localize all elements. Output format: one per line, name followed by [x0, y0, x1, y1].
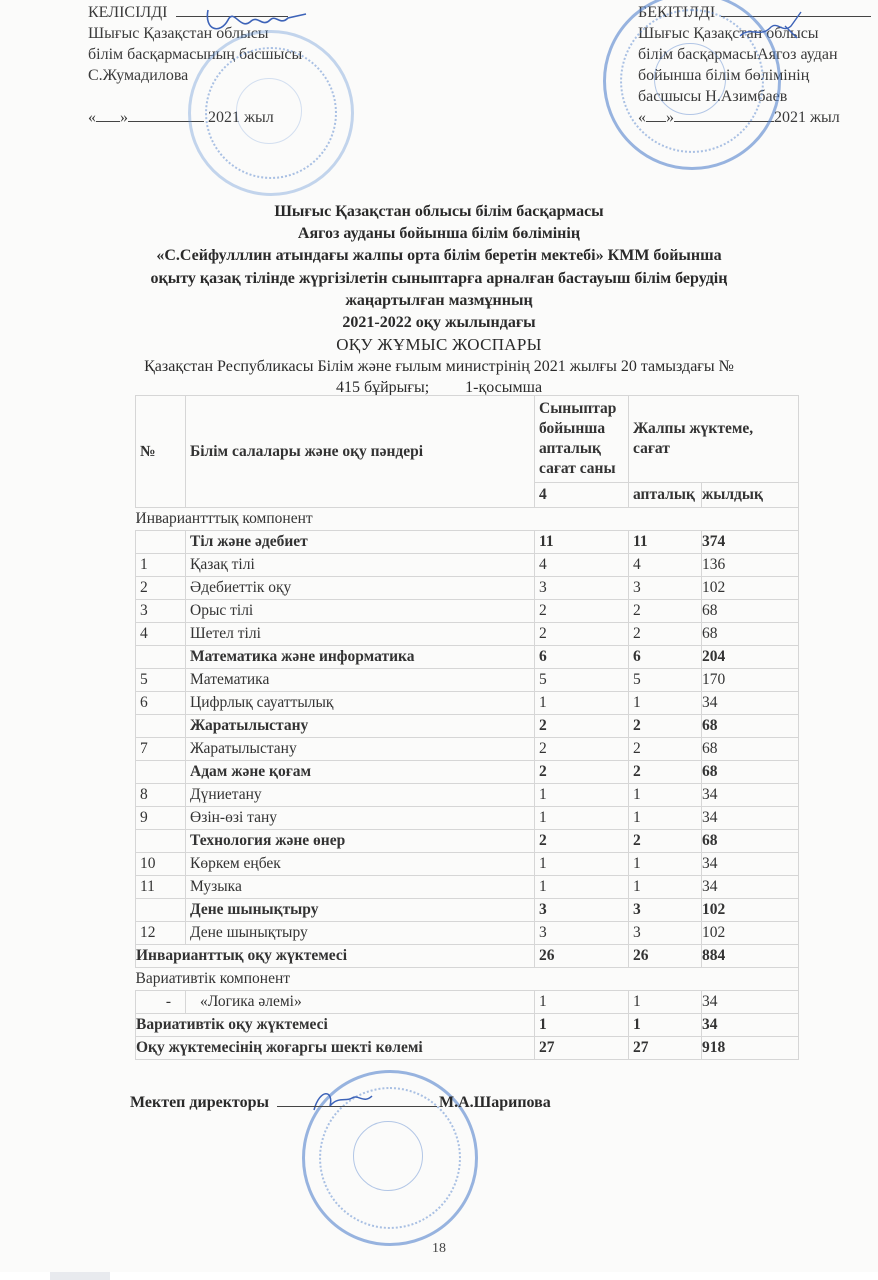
header-grade: 4 — [535, 483, 629, 508]
row-subject: Адам және қоғам — [186, 761, 535, 784]
table-row — [136, 784, 799, 807]
approval-left-date: « » 2021 жыл — [88, 109, 274, 126]
table-row-max-total — [136, 1037, 799, 1060]
table-header-row — [136, 396, 799, 483]
row-weekly-load: 2 — [629, 623, 702, 646]
title-line-1: Шығыс Қазақстан облысы білім басқармасы — [274, 203, 604, 220]
row-weekly-load: 2 — [629, 715, 702, 738]
title-line-2: Аягоз ауданы бойынша білім бөлімінің — [297, 225, 581, 243]
row-grade4-hours: 2 — [535, 738, 629, 761]
page-number: 18 — [432, 1241, 446, 1256]
header-subject: Білім салалары және оқу пәндері — [186, 396, 535, 508]
row-weekly-load: 1 — [629, 853, 702, 876]
row-grade4-hours: 11 — [535, 531, 629, 554]
row-num: 1 — [136, 554, 186, 577]
row-yearly-load: 170 — [702, 669, 799, 692]
row-yearly-load: 34 — [702, 692, 799, 715]
row-num: 11 — [136, 876, 186, 899]
approval-left-label: КЕЛІСІЛДІ — [88, 4, 168, 21]
row-subject: Дене шынықтыру — [186, 899, 535, 922]
title-line-4: оқыту қазақ тілінде жүргізілетін сыныптарға арналған бастауыш білім берудің — [150, 269, 728, 287]
row-num: 2 — [136, 577, 186, 600]
table-row-category — [136, 531, 799, 554]
table-row-variative-total — [136, 1014, 799, 1037]
row-num: - — [136, 991, 186, 1014]
signature-line — [176, 2, 288, 17]
approval-left-line-3: С.Жумадилова — [88, 67, 189, 84]
row-grade4-hours: 2 — [535, 600, 629, 623]
row-yearly-load: 884 — [702, 945, 799, 968]
row-num — [136, 646, 186, 669]
row-yearly-load: 136 — [702, 554, 799, 577]
row-weekly-load: 1 — [629, 692, 702, 715]
table-row — [136, 554, 799, 577]
row-weekly-load: 1 — [629, 784, 702, 807]
row-grade4-hours: 3 — [535, 577, 629, 600]
row-num: 5 — [136, 669, 186, 692]
row-num: 9 — [136, 807, 186, 830]
signature-line — [721, 2, 871, 17]
row-yearly-load: 34 — [702, 876, 799, 899]
row-weekly-load: 2 — [629, 600, 702, 623]
row-yearly-load: 204 — [702, 646, 799, 669]
row-weekly-load: 3 — [629, 577, 702, 600]
table-row — [136, 922, 799, 945]
row-grade4-hours: 2 — [535, 715, 629, 738]
row-grade4-hours: 4 — [535, 554, 629, 577]
row-grade4-hours: 27 — [535, 1037, 629, 1060]
row-weekly-load: 1 — [629, 876, 702, 899]
title-subtitle-line-1: Қазақстан Республикасы Білім және ғылым министрінің 2021 жылғы 20 тамыздағы № — [144, 358, 734, 376]
row-subject: Көркем еңбек — [186, 853, 535, 876]
row-yearly-load: 102 — [702, 922, 799, 945]
row-yearly-load: 34 — [702, 1014, 799, 1037]
title-line-5: жаңартылған мазмұнның — [345, 291, 533, 309]
approval-left-block — [88, 2, 302, 128]
row-subject: «Логика әлемі» — [186, 991, 535, 1014]
row-weekly-load: 27 — [629, 1037, 702, 1060]
row-subject: Орыс тілі — [186, 600, 535, 623]
row-num: 3 — [136, 600, 186, 623]
table-row-category — [136, 715, 799, 738]
table-row — [136, 876, 799, 899]
table-row-category — [136, 830, 799, 853]
row-subject: Жаратылыстану — [186, 738, 535, 761]
row-weekly-load: 1 — [629, 1014, 702, 1037]
row-yearly-load: 102 — [702, 899, 799, 922]
row-yearly-load: 374 — [702, 531, 799, 554]
row-grade4-hours: 2 — [535, 761, 629, 784]
table-row — [136, 577, 799, 600]
row-num — [136, 899, 186, 922]
row-grade4-hours: 1 — [535, 876, 629, 899]
row-weekly-load: 6 — [629, 646, 702, 669]
approval-right-line-4: басшысы Н.Азимбаев — [638, 88, 788, 105]
row-num: 10 — [136, 853, 186, 876]
row-subject: Инварианттық оқу жүктемесі — [136, 945, 535, 968]
row-yearly-load: 68 — [702, 830, 799, 853]
row-subject: Математика және информатика — [186, 646, 535, 669]
table-row — [136, 807, 799, 830]
header-yearly: жылдық — [702, 483, 799, 508]
approval-left-line-2: білім басқармасының басшысы — [88, 46, 303, 63]
row-grade4-hours: 1 — [535, 807, 629, 830]
row-grade4-hours: 2 — [535, 623, 629, 646]
row-grade4-hours: 3 — [535, 922, 629, 945]
row-grade4-hours: 1 — [535, 991, 629, 1014]
table-row — [136, 623, 799, 646]
row-num — [136, 531, 186, 554]
scan-edge — [0, 1272, 878, 1280]
row-weekly-load: 2 — [629, 738, 702, 761]
row-subject: Дене шынықтыру — [186, 922, 535, 945]
row-subject: Әдебиеттік оқу — [186, 577, 535, 600]
row-grade4-hours: 1 — [535, 1014, 629, 1037]
row-yearly-load: 102 — [702, 577, 799, 600]
table-row-invariant-total — [136, 945, 799, 968]
row-yearly-load: 68 — [702, 761, 799, 784]
document-title-block — [0, 201, 878, 398]
title-line-6: 2021-2022 оқу жылындағы — [342, 314, 536, 332]
row-weekly-load: 4 — [629, 554, 702, 577]
row-yearly-load: 68 — [702, 600, 799, 623]
row-weekly-load: 3 — [629, 899, 702, 922]
row-weekly-load: 26 — [629, 945, 702, 968]
row-subject: Дүниетану — [186, 784, 535, 807]
approval-right-line-1: Шығыс Қазақстан облысы — [638, 25, 819, 42]
row-yearly-load: 918 — [702, 1037, 799, 1060]
curriculum-table — [135, 395, 799, 1060]
row-num: 8 — [136, 784, 186, 807]
row-num: 12 — [136, 922, 186, 945]
table-row — [136, 738, 799, 761]
row-subject: Технология және өнер — [186, 830, 535, 853]
row-num: 4 — [136, 623, 186, 646]
header-weekly-hours: Сыныптар бойынша апталық сағат саны — [535, 396, 629, 483]
director-signature-row — [130, 1092, 551, 1112]
row-grade4-hours: 5 — [535, 669, 629, 692]
director-name: М.А.Шарипова — [438, 1094, 551, 1111]
section-variative-label: Вариативтік компонент — [136, 968, 799, 991]
approval-left-line-1: Шығыс Қазақстан облысы — [88, 25, 269, 42]
document-heading: ОҚУ ЖҰМЫС ЖОСПАРЫ — [336, 335, 542, 355]
row-yearly-load: 68 — [702, 715, 799, 738]
row-weekly-load: 1 — [629, 807, 702, 830]
row-subject: Жаратылыстану — [186, 715, 535, 738]
title-line-3: «С.Сейфулллин атындағы жалпы орта білім беретін мектебі» КММ бойынша — [156, 247, 722, 265]
row-subject: Музыка — [186, 876, 535, 899]
row-yearly-load: 34 — [702, 991, 799, 1014]
table-row-category — [136, 646, 799, 669]
header-weekly: апталық — [629, 483, 702, 508]
row-grade4-hours: 3 — [535, 899, 629, 922]
row-subject: Шетел тілі — [186, 623, 535, 646]
row-subject: Қазақ тілі — [186, 554, 535, 577]
row-num — [136, 761, 186, 784]
section-row-variative — [136, 968, 799, 991]
approval-right-date: « » 2021 жыл — [638, 109, 840, 126]
signature-line — [277, 1092, 437, 1107]
table-row-category — [136, 761, 799, 784]
section-row-invariant — [136, 508, 799, 531]
row-weekly-load: 2 — [629, 830, 702, 853]
row-subject: Математика — [186, 669, 535, 692]
row-num: 7 — [136, 738, 186, 761]
row-grade4-hours: 2 — [535, 830, 629, 853]
row-subject: Цифрлық сауаттылық — [186, 692, 535, 715]
approval-right-line-3: бойынша білім бөлімінің — [638, 67, 810, 84]
title-subtitle-line-2: 415 бұйрығы; 1-қосымша — [335, 379, 543, 397]
row-yearly-load: 68 — [702, 738, 799, 761]
section-invariant-label: Инвариантттық компонент — [136, 508, 799, 531]
row-subject: Тіл және әдебиет — [186, 531, 535, 554]
row-weekly-load: 1 — [629, 991, 702, 1014]
row-weekly-load: 3 — [629, 922, 702, 945]
approval-right-label: БЕКІТІЛДІ — [638, 4, 716, 21]
row-grade4-hours: 1 — [535, 853, 629, 876]
row-num — [136, 715, 186, 738]
row-yearly-load: 34 — [702, 784, 799, 807]
row-grade4-hours: 26 — [535, 945, 629, 968]
director-label: Мектеп директоры — [130, 1094, 269, 1111]
row-num: 6 — [136, 692, 186, 715]
row-num — [136, 830, 186, 853]
header-num: № — [136, 396, 186, 508]
row-grade4-hours: 1 — [535, 784, 629, 807]
table-row — [136, 669, 799, 692]
table-row-category — [136, 899, 799, 922]
row-subject: Өзін-өзі тану — [186, 807, 535, 830]
header-total-load: Жалпы жүктеме, сағат — [629, 396, 799, 483]
row-yearly-load: 34 — [702, 853, 799, 876]
table-row — [136, 853, 799, 876]
table-row — [136, 991, 799, 1014]
row-weekly-load: 2 — [629, 761, 702, 784]
row-subject: Оқу жүктемесінің жоғаргы шекті көлемі — [136, 1037, 535, 1060]
approval-right-block — [638, 2, 871, 128]
row-grade4-hours: 1 — [535, 692, 629, 715]
row-yearly-load: 34 — [702, 807, 799, 830]
table-row — [136, 600, 799, 623]
approval-right-line-2: білім басқармасыАягоз аудан — [638, 46, 838, 63]
row-grade4-hours: 6 — [535, 646, 629, 669]
row-subject: Вариативтік оқу жүктемесі — [136, 1014, 535, 1037]
row-weekly-load: 11 — [629, 531, 702, 554]
table-row — [136, 692, 799, 715]
row-yearly-load: 68 — [702, 623, 799, 646]
row-weekly-load: 5 — [629, 669, 702, 692]
